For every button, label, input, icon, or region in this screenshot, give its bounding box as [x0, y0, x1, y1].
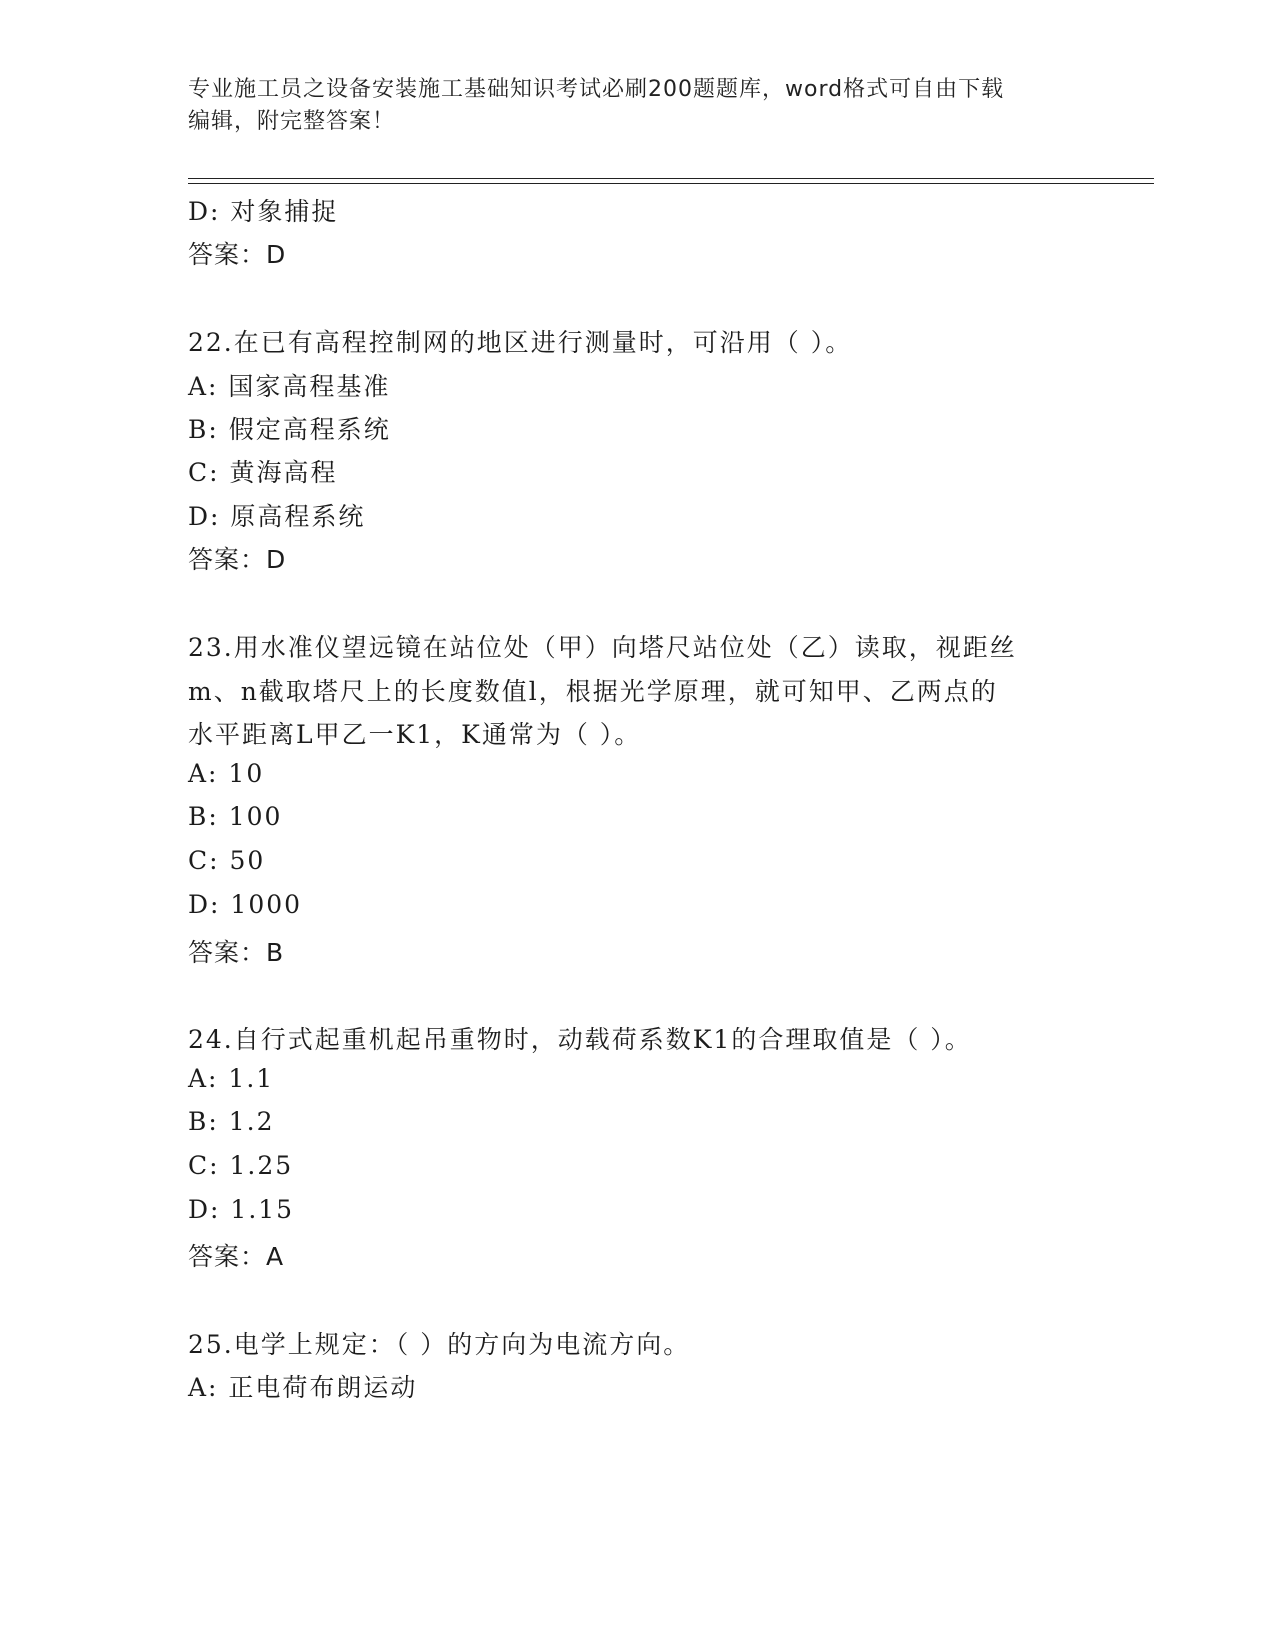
q22-option-a: A: 国家高程基准 — [188, 372, 391, 401]
q23-option-b: B: 100 — [188, 802, 283, 831]
header-title-line-2: 编辑，附完整答案！ — [188, 109, 396, 134]
q22-option-c: C: 黄海高程 — [188, 458, 338, 487]
q25-option-a: A: 正电荷布朗运动 — [188, 1373, 418, 1402]
q25-stem: 25.电学上规定：（ ）的方向为电流方向。 — [188, 1330, 691, 1359]
q24-option-a: A: 1.1 — [188, 1064, 275, 1093]
document-header — [188, 74, 1068, 138]
q23-option-c: C: 50 — [188, 846, 266, 875]
q22-option-d: D: 原高程系统 — [188, 502, 366, 531]
q24-stem: 24.自行式起重机起吊重物时，动载荷系数K1的合理取值是（ ）。 — [188, 1025, 972, 1054]
q23-option-d: D: 1000 — [188, 890, 303, 919]
q23-stem-line-2: m、n截取塔尺上的长度数值l，根据光学原理，就可知甲、乙两点的 — [188, 677, 998, 706]
prev-option-d: D: 对象捕捉 — [188, 197, 339, 226]
q23-option-a: A: 10 — [188, 759, 265, 788]
q24-answer: 答案：A — [188, 1242, 285, 1271]
header-divider-bottom — [188, 183, 1154, 184]
header-title-line-1: 专业施工员之设备安装施工基础知识考试必刷200题题库，word格式可自由下载 — [188, 77, 1005, 102]
q23-stem-line-1: 23.用水准仪望远镜在站位处（甲）向塔尺站位处（乙）读取，视距丝 — [188, 633, 1017, 662]
q23-answer: 答案：B — [188, 938, 285, 967]
q22-answer: 答案：D — [188, 545, 287, 574]
prev-answer: 答案：D — [188, 240, 287, 269]
q22-stem: 22.在已有高程控制网的地区进行测量时，可沿用（ ）。 — [188, 328, 853, 357]
header-divider-top — [188, 178, 1154, 179]
q24-option-d: D: 1.15 — [188, 1195, 295, 1224]
q24-option-c: C: 1.25 — [188, 1151, 294, 1180]
q24-option-b: B: 1.2 — [188, 1107, 275, 1136]
q23-stem-line-3: 水平距离L甲乙一K1，K通常为（ ）。 — [188, 720, 642, 749]
q22-option-b: B: 假定高程系统 — [188, 415, 391, 444]
